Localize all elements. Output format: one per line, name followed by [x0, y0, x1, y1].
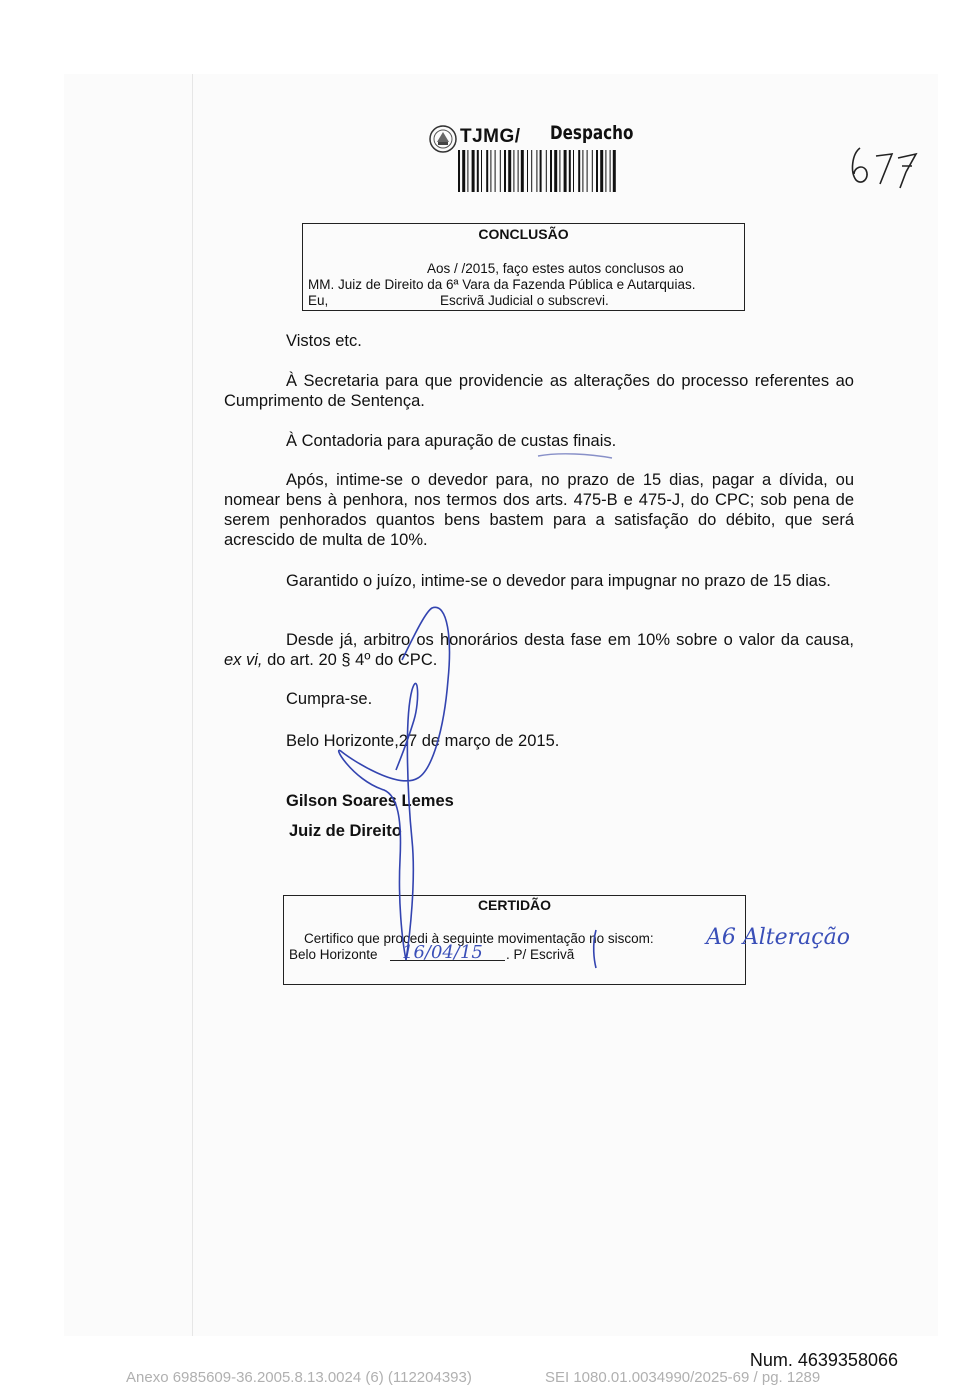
- certidao-box: [283, 895, 746, 985]
- conclusao-title: CONCLUSÃO: [478, 226, 569, 242]
- judge-role: Juiz de Direito: [289, 822, 402, 840]
- date-line: Belo Horizonte,27 de março de 2015.: [286, 732, 560, 750]
- cumpra-se: Cumpra-se.: [286, 690, 373, 708]
- handwritten-page-number: [846, 134, 926, 190]
- conclusao-box: [302, 223, 745, 311]
- paragraph-contadoria: À Contadoria para apuração de custas finais.: [286, 432, 617, 450]
- conclusao-line-3-left: Eu,: [308, 293, 329, 308]
- conclusao-line-3-right: Escrivã Judicial o subscrevi.: [440, 293, 609, 308]
- conclusao-line-1: Aos / /2015, faço estes autos conclusos ao: [427, 261, 684, 276]
- honorarios-text-b: do art. 20 § 4º do CPC.: [267, 651, 438, 669]
- margin-line: [192, 74, 193, 1336]
- court-seal-icon: [428, 124, 458, 154]
- document-type: Despacho: [550, 122, 634, 144]
- honorarios-text-a: Desde já, arbitro os honorários desta fase em 10% sobre o valor da causa,: [286, 631, 854, 649]
- paragraph-garantido: Garantido o juízo, intime-se o devedor para impugnar no prazo de 15 dias.: [286, 572, 831, 590]
- conclusao-line-2: MM. Juiz de Direito da 6ª Vara da Fazenda Pública e Autarquias.: [308, 277, 696, 292]
- certidao-title: CERTIDÃO: [477, 897, 552, 913]
- document-number: Num. 4639358066: [749, 1350, 898, 1370]
- honorarios-italic: ex vi,: [224, 651, 263, 669]
- handwritten-note: A6 Alteração: [706, 925, 850, 950]
- sei-reference: SEI 1080.01.0034990/2025-69 / pg. 1289: [545, 1369, 821, 1386]
- court-acronym: TJMG/: [460, 126, 521, 147]
- document-header: [428, 122, 634, 192]
- certidao-line-1: Certifico que procedi à seguinte movimentação no siscom:: [304, 931, 654, 946]
- certidao-handwritten-date: 16/04/15: [402, 942, 483, 963]
- annex-reference: Anexo 6985609-36.2005.8.13.0024 (6) (112204393): [126, 1369, 472, 1386]
- paragraph-intimacao: Após, intime-se o devedor para, no prazo de 15 dias, pagar a dívida, ou nomear bens à penhora, nos termos dos arts. 475-B e 475-J, do CPC; sob pena de serem penhorados quantos bens bastem para a satisfação do débito, que será acrescido de multa de 10%.: [224, 471, 854, 549]
- certidao-city: Belo Horizonte: [289, 947, 378, 962]
- paragraph-honorarios: [224, 630, 854, 670]
- judge-name: Gilson Soares Lemes: [286, 792, 454, 810]
- vistos-line: Vistos etc.: [286, 332, 362, 350]
- certidao-escriva: . P/ Escrivã: [506, 947, 575, 962]
- paragraph-secretaria: À Secretaria para que providencie as alterações do processo referentes ao Cumprimento de Sentença.: [224, 372, 854, 410]
- barcode: [458, 150, 618, 192]
